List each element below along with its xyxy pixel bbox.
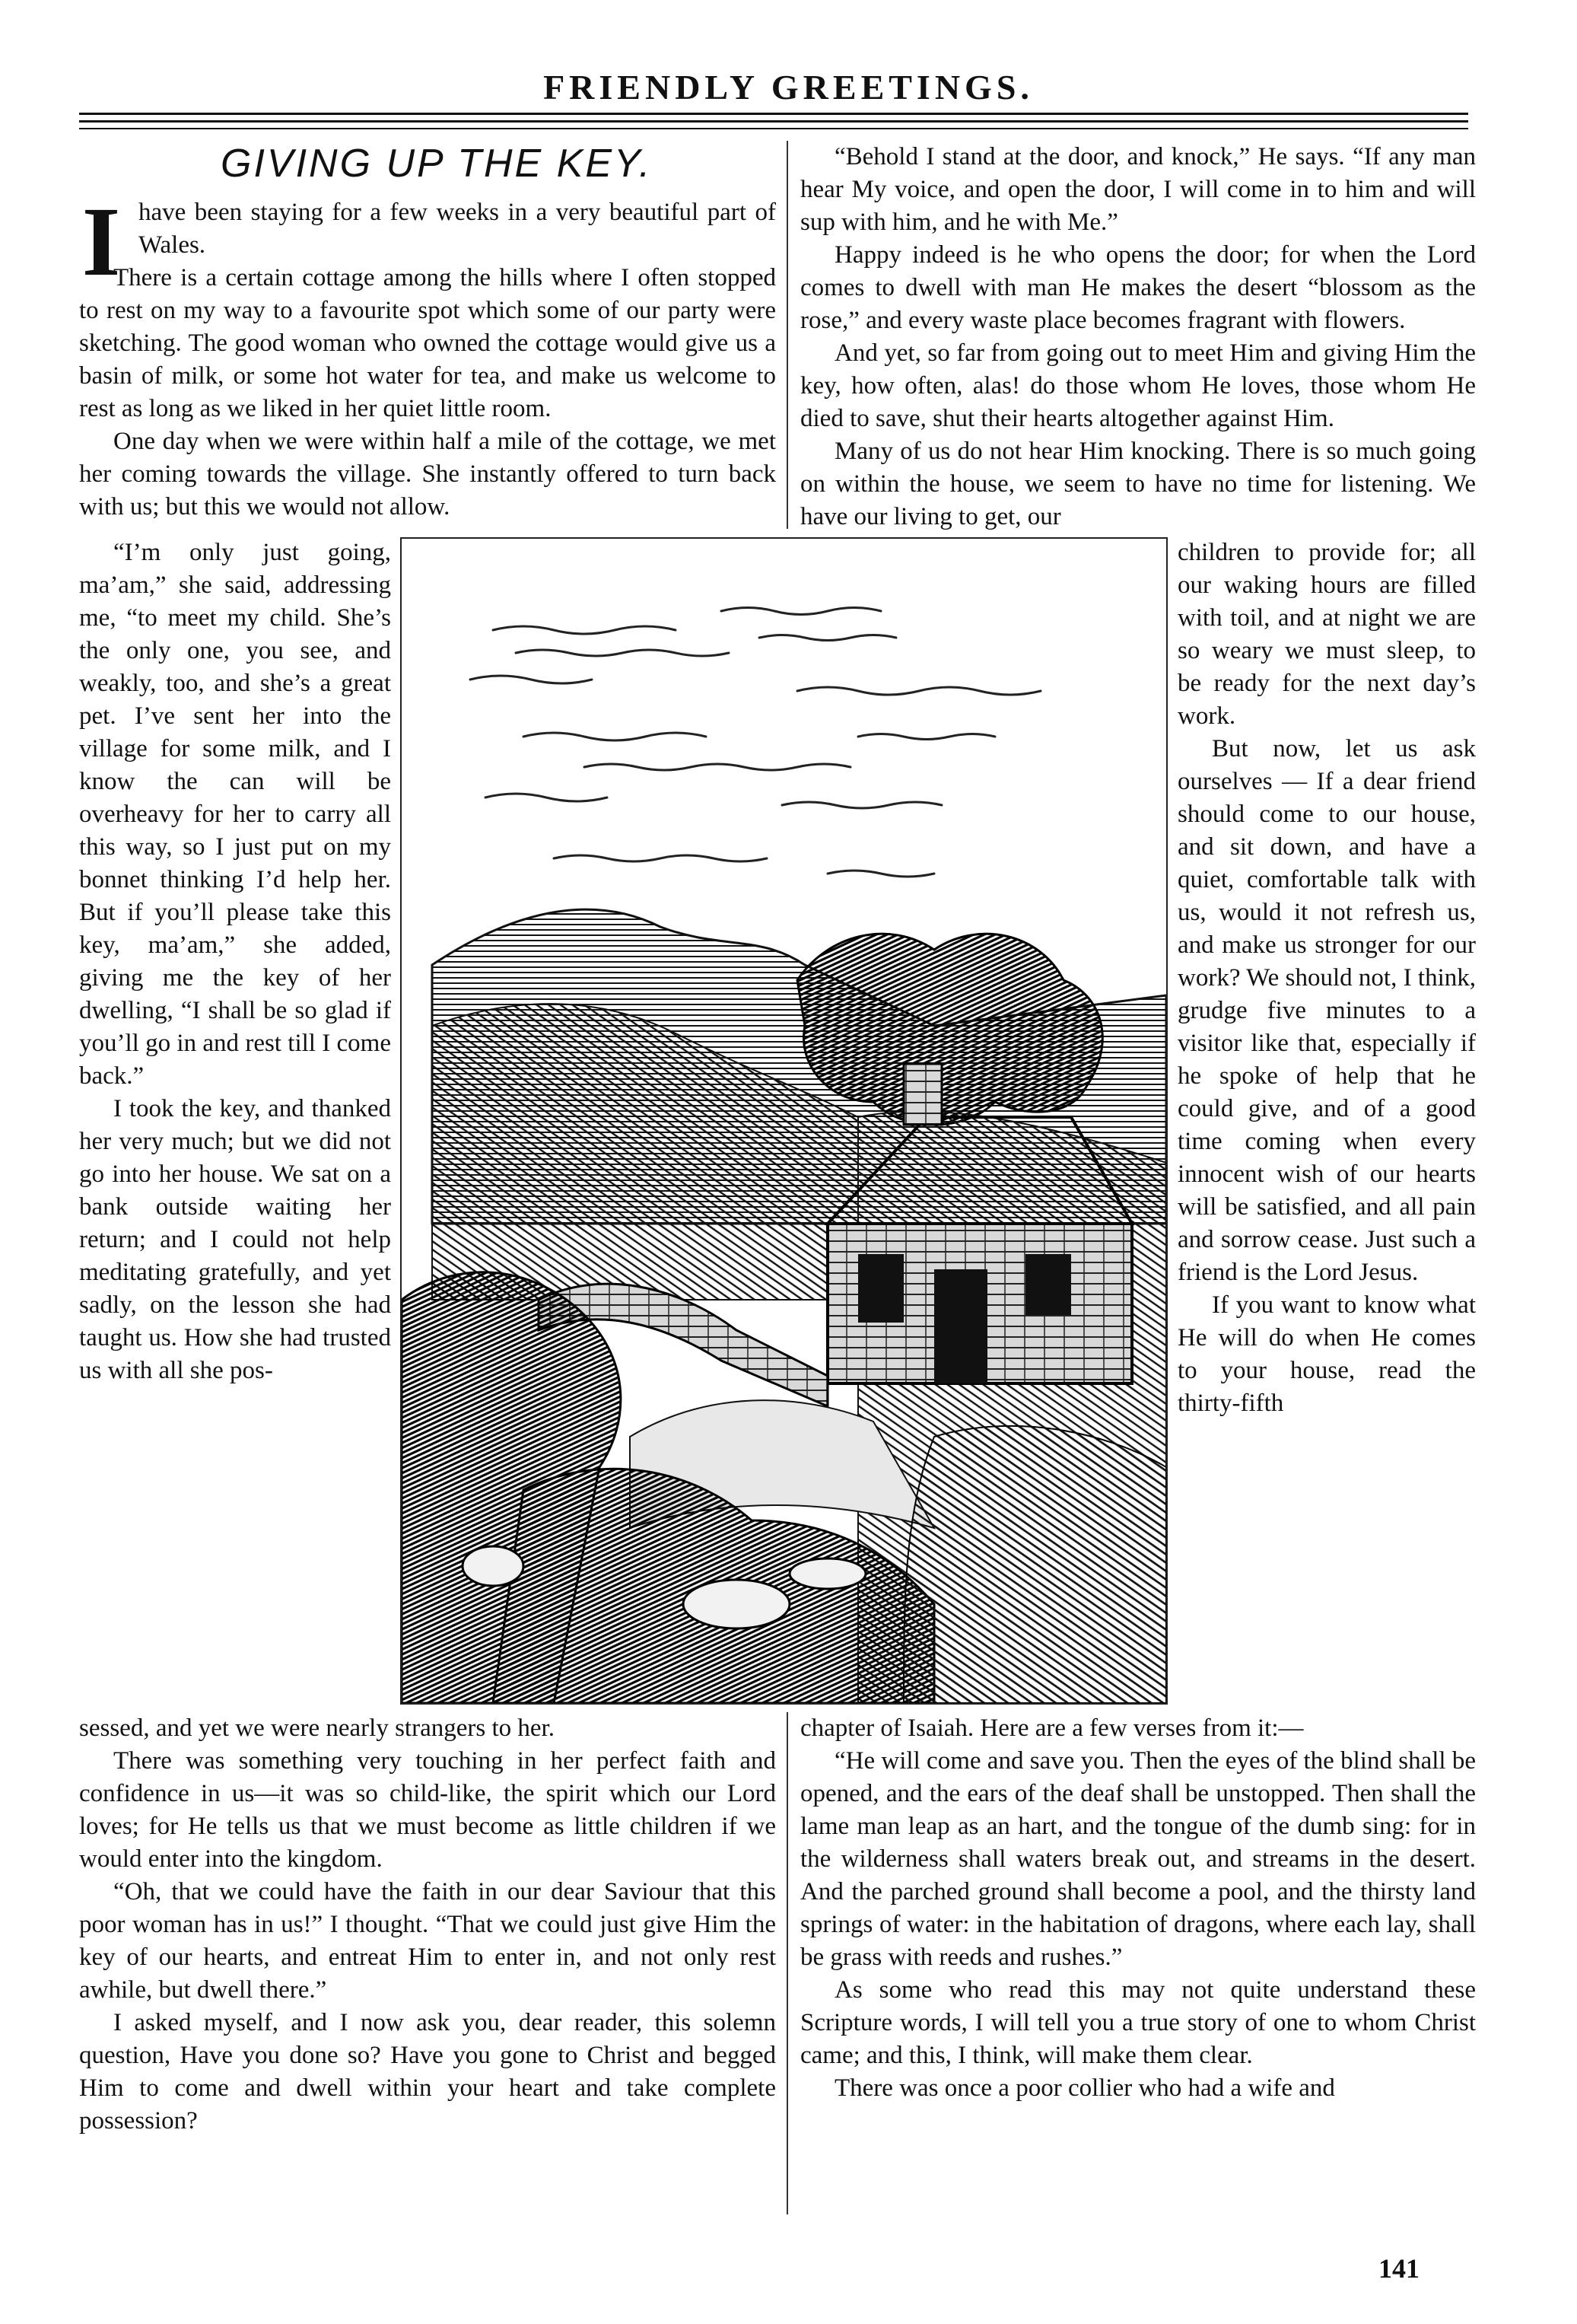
column-divider [787,1712,788,2214]
engraving-illustration [400,537,1168,1705]
paragraph: sessed, and yet we were nearly strangers to her. [79,1714,555,1742]
drop-cap: I [81,187,121,297]
right-column-bottom [800,1712,1476,2237]
paragraph: There was something very touching in her perfect faith and confidence in us—it was so child-like, the spirit which our Lord loves; for He tells us that we must become as little children if we would enter into the kingdom. [79,1747,776,1873]
paragraph: I asked myself, and I now ask you, dear reader, this solemn question, Have you done so? Have you gone to Christ and begged Him to come and dwell within your heart and take complete possession? [79,2009,776,2135]
cottage-landscape-engraving [402,539,1166,1703]
left-column-narrow [79,536,391,1697]
paragraph: “He will come and save you. Then the eyes of the blind shall be opened, and the ears of the deaf shall be unstopped. Then shall the lame man leap as an hart, and the tongue of the dumb sing: for in the wilderness shall waters break out, and streams in the desert. And the parched ground shall become a pool, and the thirsty land springs of water: in the habitation of dragons, where each lay, shall be grass with reeds and rushes.” [800,1747,1476,1971]
header-rule [79,128,1468,129]
header-rule [79,120,1468,123]
header-rule [79,113,1468,115]
left-column-bottom [79,1712,776,2237]
paragraph: There is a certain cottage among the hills where I often stopped to rest on my way to a favourite spot which some of our party were sketching. The good woman who owned the cottage would give us a basin of milk, or some hot water for tea, and make us welcome to rest as long as we liked in her quiet little room. [79,264,776,422]
running-title: FRIENDLY GREETINGS. [543,68,1034,107]
paragraph: But now, let us ask ourselves — If a dear friend should come to our house, and sit down, and have a quiet, comfortable talk with us, would it not refresh us, and make us stronger for our work? We should not, I think, grudge five minutes to a visitor like that, especially if he spoke of help that he could give, and of a good time coming when every innocent wish of our hearts will be satisfied, and all pain and sorrow cease. Just such a friend is the Lord Jesus. [1178,735,1476,1286]
paragraph: As some who read this may not quite understand these Scripture words, I will tell you a true story of one to whom Christ came; and this, I think, will make them clear. [800,1976,1476,2069]
paragraph: “Oh, that we could have the faith in our dear Saviour that this poor woman has in us!” I thought. “That we could just give Him the key of our hearts, and entreat Him to enter in, and not only rest awhile, but dwell there.” [79,1878,776,2004]
paragraph: children to provide for; all our waking hours are filled with toil, and at night we are so weary we must sleep, to be ready for the next day’s work. [1178,539,1476,730]
page-number: 141 [1378,2253,1420,2284]
paragraph: chapter of Isaiah. Here are a few verses from it:— [800,1714,1304,1742]
paragraph: I took the key, and thanked her very much; but we did not go into her house. We sat on a bank outside waiting her return; and I could not help meditating gratefully, and yet sadly, on the lesson she had taught us. How she had trusted us with all she pos- [79,1095,391,1384]
right-column-narrow [1178,536,1476,1708]
paragraph: “I’m only just going, ma’am,” she said, addressing me, “to meet my child. She’s the only one, you see, and weakly, too, and she’s a great pet. I’ve sent her into the village for some milk, and I know the can will be overheavy for her to carry all this way, so I just put on my bonnet thinking I’d help her. But if you’ll please take this key, ma’am,” she added, giving me the key of her dwelling, “I shall be so glad if you’ll go in and rest till I come back.” [79,539,391,1090]
article-title: GIVING UP THE KEY. [221,142,653,186]
column-divider [787,141,788,529]
paragraph: Many of us do not hear Him knocking. There is so much going on within the house, we seem to have no time for listening. We have our living to get, our [800,438,1476,530]
left-column-top [79,187,776,521]
paragraph: One day when we were within half a mile of the cottage, we met her coming towards the village. She instantly offered to turn back with us; but this we would not allow. [79,428,776,521]
paragraph: If you want to know what He will do when He comes to your house, read the thirty-fifth [1178,1291,1476,1417]
paragraph: Happy indeed is he who opens the door; for when the Lord comes to dwell with man He makes the desert “blossom as the rose,” and every waste place becomes fragrant with flowers. [800,241,1476,334]
paragraph: have been staying for a few weeks in a very beautiful part of Wales. [138,199,776,259]
paragraph: “Behold I stand at the door, and knock,” He says. “If any man hear My voice, and open the door, I will come in to him and will sup with him, and he with Me.” [800,143,1476,236]
paragraph: And yet, so far from going out to meet Him and giving Him the key, how often, alas! do those whom He loves, those whom He died to save, shut their hearts altogether against Him. [800,339,1476,432]
right-column-top [800,141,1476,536]
paragraph: There was once a poor collier who had a wife and [835,2074,1335,2102]
